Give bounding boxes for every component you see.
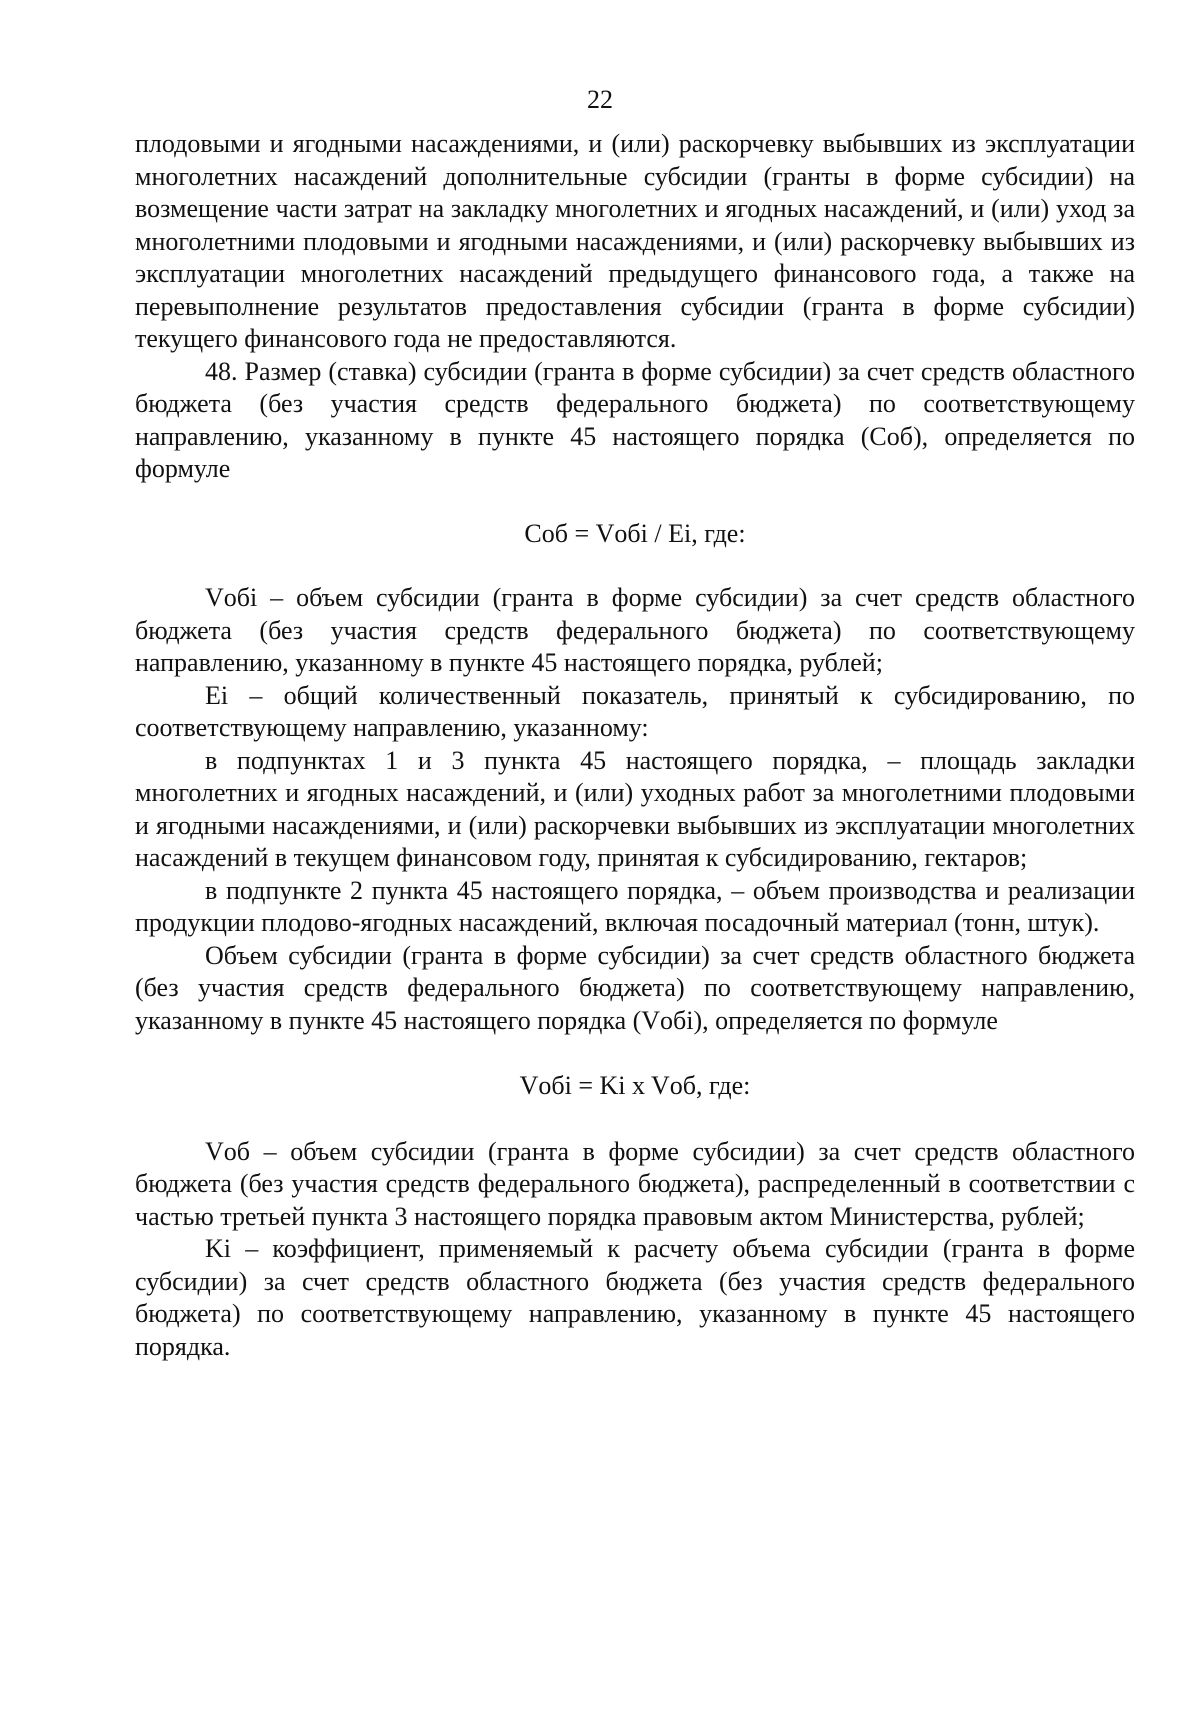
- paragraph-continuation: плодовыми и ягодными насаждениями, и (или) раскорчевку выбывших из эксплуатации многолетних насаждений дополнительные субсидии (гранты в форме субсидии) на возмещение части затрат на закладку многолетних и ягодных насаждений, и (или) уход за многолетними плодовыми и ягодными насаждениями, и (или) раскорчевку выбывших из эксплуатации многолетних насаждений предыдущего финансового года, а также на перевыполнение результатов предоставления субсидии (гранта в форме субсидии) текущего финансового года не предоставляются.: [135, 129, 1135, 353]
- definition-vobi: Vобi – объем субсидии (гранта в форме субсидии) за счет средств областного бюджета (без участия средств федерального бюджета) по соответствующему направлению, указанному в пункте 45 настоящего порядка, рублей;: [135, 583, 1135, 677]
- document-body: [135, 128, 1135, 1363]
- definition-ei: Ei – общий количественный показатель, принятый к субсидированию, по соответствующему направлению, указанному:: [135, 680, 1135, 742]
- spacer: [135, 486, 1135, 518]
- definition-vob: Vоб – объем субсидии (гранта в форме субсидии) за счет средств областного бюджета (без участия средств федерального бюджета), распределенный в соответствии с частью третьей пункта 3 настоящего порядка правовым актом Министерства, рублей;: [135, 1136, 1135, 1231]
- paragraph-item-48: 48. Размер (ставка) субсидии (гранта в форме субсидии) за счет средств областного бюджета (без участия средств федерального бюджета) по соответствующему направлению, указанному в пункте 45 настоящего порядка (Соб), определяется по формуле: [135, 356, 1135, 483]
- formula-sob: Соб = Vобi / Ei, где:: [524, 518, 746, 548]
- formula-vobi: Vобi = Ki x Vоб, где:: [519, 1071, 751, 1100]
- paragraph-volume: Объем субсидии (гранта в форме субсидии) за счет средств областного бюджета (без участия средств федерального бюджета) по соответствующему направлению, указанному в пункте 45 настоящего порядка (Vобi), определяется по формуле: [135, 940, 1135, 1035]
- subitem-2: в подпункте 2 пункта 45 настоящего порядка, – объем производства и реализации продукции плодово-ягодных насаждений, включая посадочный материал (тонн, штук).: [135, 875, 1135, 937]
- spacer: [135, 1037, 1135, 1070]
- spacer: [135, 1103, 1135, 1136]
- definition-ki: Ki – коэффициент, применяемый к расчету объема субсидии (гранта в форме субсидии) за счет средств областного бюджета (без участия средств федерального бюджета) по соответствующему направлению, указанному в пункте 45 настоящего порядка.: [135, 1234, 1135, 1361]
- subitem-1-3: в подпунктах 1 и 3 пункта 45 настоящего порядка, – площадь закладки многолетних и ягодных насаждений, и (или) уходных работ за многолетними плодовыми и ягодными насаждениями, и (или) раскорчевки выбывших из эксплуатации многолетних насаждений в текущем финансовом году, принятая к субсидированию, гектаров;: [135, 745, 1135, 872]
- page-number: 22: [587, 85, 613, 114]
- spacer: [135, 550, 1135, 582]
